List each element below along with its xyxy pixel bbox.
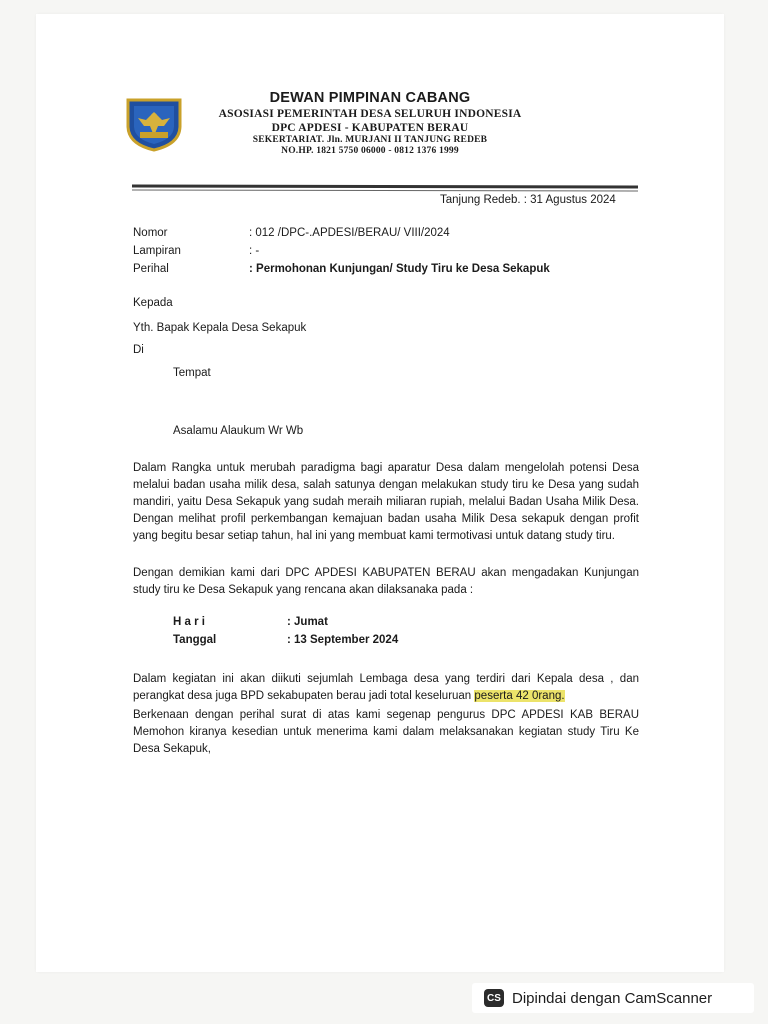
paragraph-request: Berkenaan dengan perihal surat di atas kami segenap pengurus DPC APDESI KAB BERAU Memohon kiranya kesedian untuk menerima kami dalam melaksanakan kegiatan study Tiru Ke Desa Sekapuk, [133, 709, 639, 755]
phone-numbers: NO.HP. 1821 5750 06000 - 0812 1376 1999 [281, 146, 459, 156]
tanggal-label: Tanggal [173, 634, 217, 646]
participants-highlight: peserta 42 0rang. [474, 690, 565, 702]
paragraph-plan: Dengan demikian kami dari DPC APDESI KABUPATEN BERAU akan mengadakan Kunjungan study tiru ke Desa Sekapuk yang rencana akan dilaksanaka pada : [133, 567, 639, 596]
hari-label: H a r i [173, 616, 205, 628]
paragraph-participants [133, 671, 639, 705]
lampiran-value: : - [249, 245, 260, 257]
lampiran-label: Lampiran [133, 245, 181, 257]
camscanner-watermark [472, 983, 754, 1013]
participants-text: Dalam kegiatan ini akan diikuti sejumlah Lembaga desa yang terdiri dari Kepala desa , dan perangkat desa juga BPD sekabupaten berau jadi total keseluruan [133, 673, 639, 702]
camscanner-label: Dipindai dengan CamScanner [512, 989, 713, 1007]
hari-value: : Jumat [287, 616, 328, 628]
camscanner-icon: CS [484, 989, 504, 1007]
recipient-name: Yth. Bapak Kepala Desa Sekapuk [133, 322, 307, 334]
apdesi-logo [122, 96, 186, 152]
nomor-value: : 012 /DPC-.APDESI/BERAU/ VIII/2024 [249, 227, 450, 239]
tempat-label: Tempat [173, 367, 211, 379]
kepada-label: Kepada [133, 297, 173, 309]
di-label: Di [133, 344, 144, 356]
letter-date: Tanjung Redeb. : 31 Agustus 2024 [440, 194, 616, 206]
association-name: ASOSIASI PEMERINTAH DESA SELURUH INDONESIA [218, 108, 522, 120]
greeting: Asalamu Alaukum Wr Wb [173, 425, 304, 437]
branch-name: DPC APDESI - KABUPATEN BERAU [271, 122, 469, 134]
perihal-label: Perihal [133, 263, 169, 275]
org-title: DEWAN PIMPINAN CABANG [269, 90, 471, 106]
secretariat-address: SEKERTARIAT. Jln. MURJANI II TANJUNG REDEB [252, 135, 488, 145]
letterhead [190, 90, 550, 156]
nomor-label: Nomor [133, 227, 168, 239]
perihal-value: : Permohonan Kunjungan/ Study Tiru ke Desa Sekapuk [249, 263, 550, 275]
tanggal-value: : 13 September 2024 [287, 634, 399, 646]
paragraph-intro: Dalam Rangka untuk merubah paradigma bagi aparatur Desa dalam mengelolah potensi Desa melalui badan usaha milik desa, salah satunya dengan melakukan study tiru ke Desa yang sudah mandiri, yaitu Desa Sekapuk yang sudah meraih miliaran rupiah, melalui Badan Usaha Milik Desa. Dengan melihat profil perkembangan kemajuan badan usaha Milik Desa sekapuk dengan profit yang begitu besar setiap tahun, hal ini yang membuat kami termotivasi untuk datang study tiru. [133, 462, 639, 542]
